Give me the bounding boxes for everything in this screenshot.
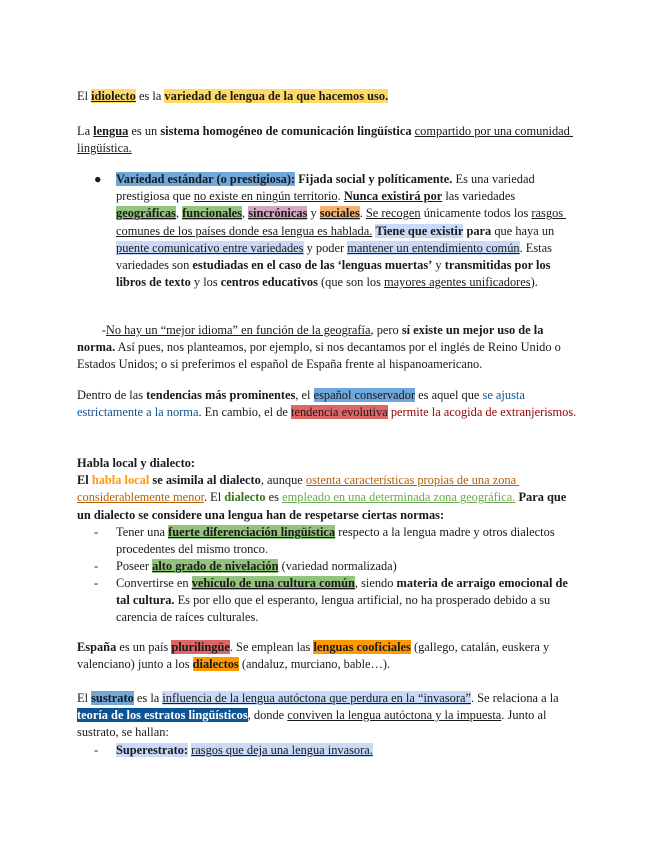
text-run: Dentro de las	[77, 388, 147, 402]
text-run: alto grado de nivelación	[152, 559, 279, 573]
text-run: es la	[133, 691, 163, 705]
text-run: Poseer	[116, 559, 153, 573]
text-run: y los	[190, 275, 221, 290]
text-run: , siendo	[354, 576, 397, 590]
text-run: habla local	[91, 473, 150, 488]
text-run: Es por ello que el esperanto, lengua artificial, no ha prosperado debido a su carencia de raíces culturales.	[116, 593, 554, 625]
list-item-diferenciacion	[116, 524, 576, 558]
text-run: estudiadas en el caso de las ‘lenguas muertas’	[192, 258, 433, 273]
text-run: fuerte diferenciación lingüística	[168, 525, 336, 539]
text-run: dialecto	[224, 490, 266, 505]
text-run: (variedad normalizada)	[278, 559, 397, 573]
text-run: geográficas	[116, 206, 176, 221]
text-run: -	[77, 323, 106, 337]
text-run: ,	[175, 206, 183, 221]
text-run: . Junto al sustrato, se hallan:	[77, 708, 550, 740]
text-run: , el	[295, 388, 314, 402]
text-run: conviven la lengua autóctona y la impuesta	[287, 708, 502, 723]
text-run: Así pues, nos planteamos, por ejemplo, si nos decantamos por el inglés de Reino Unido o Estados Unidos; o si preferimos el español de España frente al hispanoamericano.	[77, 340, 564, 372]
bullet-cultura-comun: -	[94, 576, 99, 590]
text-run: plurilingüe	[171, 640, 230, 654]
text-run: se asimila al dialecto	[149, 473, 261, 488]
text-run: influencia de la lengua autóctona que perdura en la “invasora”	[162, 691, 471, 705]
paragraph-sustrato	[77, 690, 577, 742]
text-run: Se recogen	[365, 206, 421, 221]
text-run: variedad de lengua de la que hacemos uso.	[164, 89, 389, 103]
text-run: no existe en ningún territorio	[193, 189, 338, 204]
text-run: No hay un “mejor idioma” en función de la geografía	[105, 323, 371, 337]
text-run: . Se relaciona a la	[470, 691, 562, 705]
text-run: Fijada social y políticamente.	[298, 172, 453, 186]
text-run: es	[265, 490, 283, 505]
text-run: rasgos comunes de los países donde esa lengua es hablada.	[116, 206, 567, 238]
text-run: para	[466, 223, 492, 238]
text-run: .	[359, 206, 366, 221]
text-run: , donde	[247, 708, 288, 723]
text-run: rasgos que deja una lengua invasora.	[191, 743, 373, 757]
text-run: sí existe un mejor uso de la norma.	[77, 323, 547, 355]
text-run: Variedad estándar (o prestigiosa):	[116, 172, 296, 186]
bullet-diferenciacion: -	[94, 525, 99, 539]
text-run: y	[307, 206, 320, 221]
text-run: es un país	[116, 640, 172, 654]
paragraph-mejor-idioma	[77, 322, 577, 374]
list-item-cultura-comun	[116, 575, 576, 627]
text-run: y poder	[303, 240, 348, 255]
paragraph-espana	[77, 639, 577, 673]
text-run: .	[337, 189, 344, 204]
text-run: empleado en una determinada zona geográfica.	[282, 490, 516, 505]
text-run: . Se emplean las	[229, 640, 314, 654]
text-run: Tener una	[116, 525, 169, 539]
text-run: tendencias más prominentes	[146, 388, 296, 402]
text-run: Es una variedad prestigiosa que	[116, 172, 538, 204]
text-run: es la	[135, 89, 165, 103]
text-run: idiolecto	[91, 89, 136, 103]
list-item-variedad-estandar	[116, 171, 576, 291]
text-run: las variedades	[442, 189, 519, 204]
text-run: El	[77, 691, 92, 705]
text-run: (que son los	[317, 275, 385, 290]
text-run: Para que un dialecto se considere una lengua han de respetarse ciertas normas:	[77, 490, 570, 522]
text-run: ostenta características propias de una zona considerablemente menor	[77, 473, 520, 505]
paragraph-lengua	[77, 123, 577, 157]
text-run: transmitidas por los libros de texto	[116, 258, 554, 290]
text-run: respecto a la lengua madre y otros dialectos procedentes del mismo tronco.	[116, 525, 558, 557]
list-item-nivelacion	[116, 558, 576, 575]
text-run: dialectos	[192, 657, 239, 672]
text-run: sincrónicas	[248, 206, 308, 221]
text-run: materia de arraigo emocional de tal cultura.	[116, 576, 571, 608]
text-run: se ajusta estrictamente a la norma	[77, 388, 528, 420]
text-run: español conservador	[313, 388, 416, 402]
list-item-superestrato	[116, 742, 576, 759]
text-run: . En cambio, el de	[198, 405, 292, 420]
text-run: Convertirse en	[116, 576, 192, 590]
text-run: . Estas variedades son	[116, 240, 556, 273]
text-run: Superestrato:	[116, 743, 189, 757]
text-run: (gallego, catalán, euskera y valenciano) junto a los	[77, 640, 553, 672]
paragraph-idiolecto	[77, 88, 577, 105]
text-run: permite la acogida de extranjerismos.	[390, 405, 577, 420]
text-run: sistema homogéneo de comunicación lingüística	[160, 124, 412, 138]
text-run: que haya un	[491, 223, 558, 238]
text-run: únicamente todos los	[420, 206, 532, 221]
paragraph-tendencias	[77, 387, 577, 421]
bullet-variedad-estandar: ●	[94, 172, 102, 186]
text-run: es un	[128, 124, 161, 138]
text-run: . El	[203, 490, 225, 505]
text-run: puente comunicativo entre variedades	[116, 240, 304, 255]
text-run: Habla local y dialecto:	[77, 456, 196, 470]
text-run: centros educativos	[220, 275, 318, 290]
text-run: teoría de los estratos lingüísticos	[77, 708, 248, 723]
bullet-superestrato: -	[94, 743, 99, 757]
text-run: , aunque	[260, 473, 306, 488]
text-run: sustrato	[91, 691, 134, 705]
text-run: El	[77, 473, 92, 488]
text-run: vehículo de una cultura común	[191, 576, 355, 590]
text-run: Tiene que existir	[375, 223, 464, 238]
text-run: ).	[530, 275, 538, 290]
bullet-nivelacion: -	[94, 559, 99, 573]
text-run: Nunca existirá por	[343, 189, 443, 204]
text-run: mayores agentes unificadores	[384, 275, 531, 290]
text-run: mantener un entendimiento común	[347, 240, 520, 255]
text-run: sociales	[319, 206, 360, 221]
text-run: compartido por una comunidad lingüística.	[77, 124, 573, 156]
text-run: La	[77, 124, 94, 138]
text-run: El	[77, 89, 92, 103]
text-run: España	[77, 640, 117, 654]
text-run: es aquel que	[415, 388, 483, 402]
text-run: funcionales	[182, 206, 242, 221]
text-run: (andaluz, murciano, bable…).	[238, 657, 391, 672]
text-run: y	[432, 258, 445, 273]
text-run: lengua	[93, 124, 129, 138]
text-run: lenguas cooficiales	[313, 640, 411, 654]
text-run: tendencia evolutiva	[291, 405, 388, 420]
text-run: ,	[241, 206, 249, 221]
text-run: , pero	[370, 323, 402, 337]
paragraph-habla-local	[77, 455, 577, 524]
